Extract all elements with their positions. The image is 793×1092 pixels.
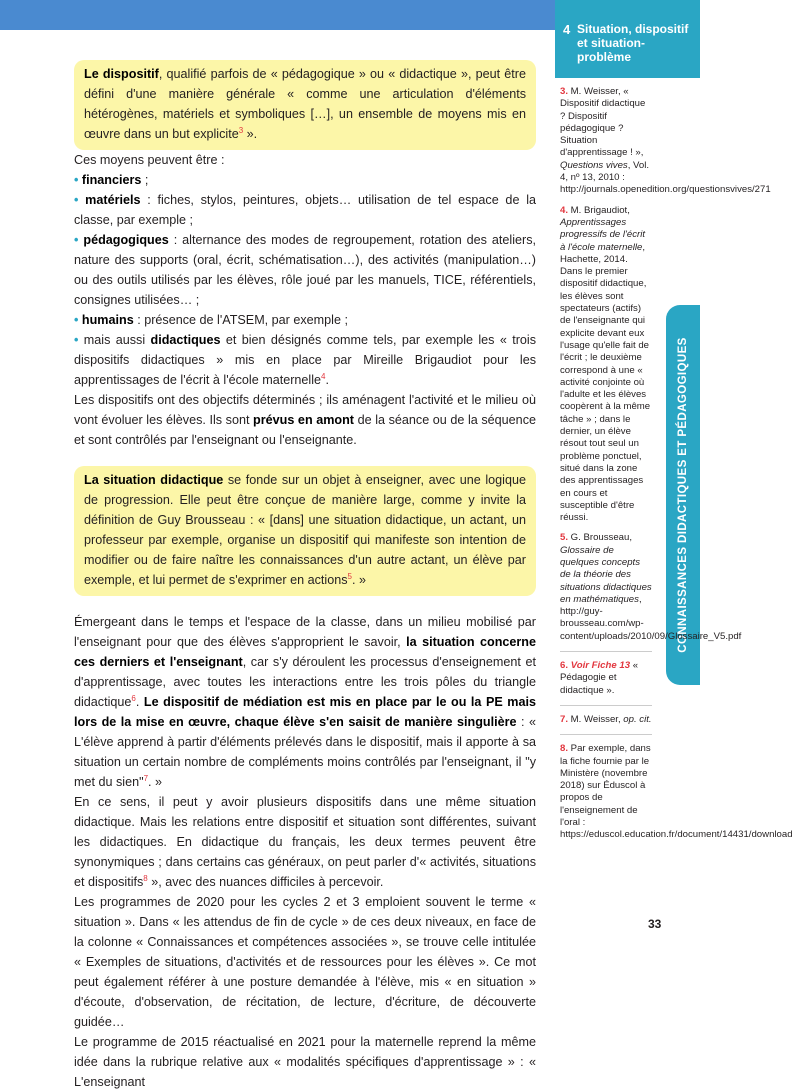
footnote-5: 5. G. Brousseau, Glossaire de quelques concepts de la théorie des situations didactiques en mathématiques, http://guy-brousseau.com/wp-content/uploads/2010/09/Glossaire_V5.pdf — [560, 532, 742, 642]
paragraph-emergeant: Émergeant dans le temps et l'espace de la classe, dans un milieu mobilisé par l'enseignant pour que des élèves s'approprient le savoir, la situation concerne ces derniers et l'enseignant, car s'y déroulent les processus d'enseignement et d'apprentissage, avec toutes les interactions entre les trois pôles du triangle didactique$^6$. Le dispositif de médiation est mis en place par le ou la PE mais lors de la mise en œuvre, chaque élève s'en saisit de manière singulière : « L'élève apprend à partir d'éléments prélevés dans le dispositif, mais il apporte à sa situation un certain nombre de compléments moins contrôlés par l'enseignant, il "y met du sien"$^7$. » — [74, 615, 537, 789]
note-divider — [560, 734, 652, 735]
bullet-icon: • — [74, 233, 79, 247]
list-item: • humains : présence de l'ATSEM, par exemple ; — [74, 313, 348, 327]
footnote-4: 4. M. Brigaudiot, Apprentissages progressifs de l'écrit à l'école maternelle, Hachette, 2014. Dans le premier dispositif didactique, les élèves sont spectateurs (actifs) de l'enseignante qui explicite devant eux l'usage qu'elle fait de l'écrit ; le deuxième correspond à une « activité conjointe où l'adulte et les élèves coopèrent à la même tâche » ; dans le dernier, un élève résout tout seul un problème ponctuel, situé dans la zone des apprentissages en cours et susceptible d'être réussi. — [560, 204, 651, 524]
list-item: • mais aussi didactiques et bien désignés comme tels, par exemple les « trois dispositifs didactiques » mis en place par Mireille Brigaudiot pour les apprentissages de l'écrit à l'école maternelle$^4$. — [74, 333, 537, 387]
note-divider — [560, 651, 652, 652]
bullet-icon: • — [74, 333, 79, 347]
footnote-7: 7. M. Weisser, op. cit. — [560, 713, 652, 725]
bullet-icon: • — [74, 313, 79, 327]
paragraph-objectifs: Les dispositifs ont des objectifs déterminés ; ils aménagent l'activité et le milieu où vont évoluer les élèves. Ils sont prévus en amont de la séance ou de la séquence et sont contrôlés par l'enseignant ou l'enseignante. — [74, 393, 536, 447]
paragraph-situation-didactique: La situation didactique se fonde sur un objet à enseigner, avec une logique de progression. Elle peut être conçue de manière large, comme y invite la définition de Guy Brousseau : « [dans] une situation didactique, un actant, un professeur par exemple, organise un dispositif qui manifeste son intention de modifier ou de faire naître les connaissances d'un autre actant, un élève par exemple, et lui permet de s'exprimer en actions$^5$. » — [74, 466, 536, 596]
chapter-number: 4 — [563, 22, 571, 37]
footnote-6: 6. Voir Fiche 13 « Pédagogie et didactique ». — [560, 660, 639, 696]
footnote-3: 3. M. Weisser, « Dispositif didactique ? Dispositif pédagogique ? Situation d'apprentissage ! », Questions vives, Vol. 4, nº 13, 2010 : http://journals.openedition.org/questionsvives/271 — [560, 86, 771, 196]
top-color-band — [0, 0, 555, 30]
bullet-icon: • — [74, 193, 79, 207]
moyens-list — [74, 170, 536, 390]
paragraph-programmes-2020: Les programmes de 2020 pour les cycles 2 et 3 emploient souvent le terme « situation ». Dans « les attendus de fin de cycle » de ces deux niveaux, en face de la colonne « Connaissances et compétences associées », se trouve celle intitulée « Exemples de situations, d'activités et de ressources pour les élèves ». Ce mot peut également référer à une posture demandée à l'élève, mis « en situation » d'écoute, d'observation, de récitation, de lecture, d'écriture, de découverte guidée… — [74, 895, 536, 1029]
list-item: • matériels : fiches, stylos, peintures, objets… utilisation de tel espace de la classe, par exemple ; — [74, 193, 536, 227]
footnote-8: 8. Par exemple, dans la fiche fournie par le Ministère (novembre 2018) sur Éduscol à propos de l'enseignement de l'oral : https://eduscol.education.fr/document/14431/download — [560, 743, 793, 841]
list-item: • financiers ; — [74, 173, 149, 187]
main-text-column — [74, 60, 536, 1092]
paragraph-dispositif: Le dispositif, qualifié parfois de « pédagogique » ou « didactique », peut être défini d'une manière générale « comme une articulation d'éléments hétérogènes, matériels et symboliques […], un ensemble de moyens mis en œuvre dans un but explicite$^3$ ». — [74, 60, 536, 150]
page-number: 33 — [648, 917, 662, 931]
bullet-icon: • — [74, 173, 79, 187]
paragraph-en-ce-sens: En ce sens, il peut y avoir plusieurs dispositifs dans une même situation didactique. Mais les relations entre dispositif et situation sont différentes, suivant les didactiques. En didactique du français, les deux termes peuvent être synonymiques ; dans certains cas généraux, on peut parler d'« activités, situations et dispositifs$^8$ », avec des nuances difficiles à percevoir. — [74, 795, 536, 889]
note-divider — [560, 705, 652, 706]
chapter-tab — [555, 0, 700, 78]
side-section-label: CONNAISSANCES DIDACTIQUES ET PÉDAGOGIQUES — [677, 337, 689, 653]
list-item: • pédagogiques : alternance des modes de regroupement, rotation des ateliers, nature des supports (oral, écrit, schématisation…), des activités (manipulation…) ou des outils utilisés par les élèves, rôle joué par les manuels, TICE, référentiels, consignes utilisées… ; — [74, 233, 537, 307]
paragraph-moyens-intro: Ces moyens peuvent être : — [74, 153, 225, 167]
paragraph-programme-2015: Le programme de 2015 réactualisé en 2021 pour la maternelle reprend la même idée dans la rubrique relative aux « modalités spécifiques d'apprentissage » : « L'enseignant — [74, 1035, 536, 1089]
chapter-title: Situation, dispositif et situation-problème — [577, 22, 689, 64]
